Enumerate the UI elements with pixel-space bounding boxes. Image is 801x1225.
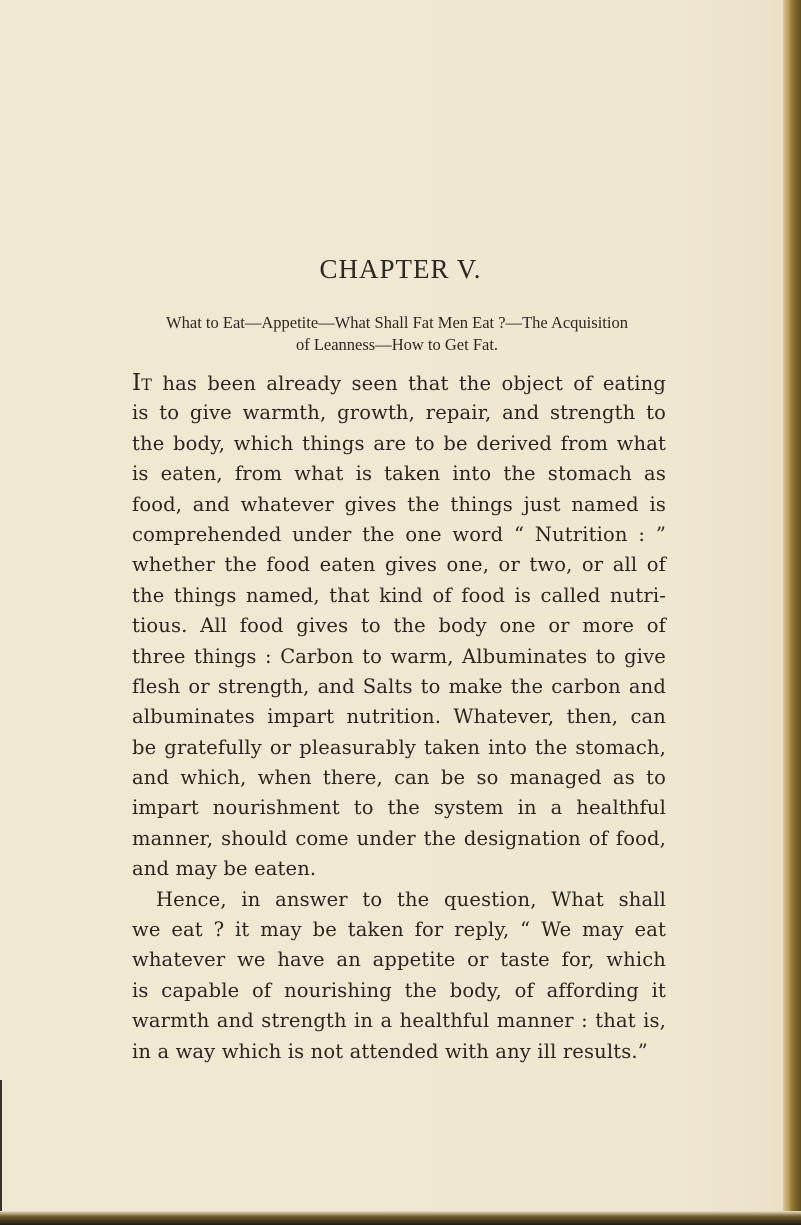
text-line: IT has been already seen that the object of eating xyxy=(132,370,666,396)
text-line: whether the food eaten gives one, or two, or all of xyxy=(132,553,666,577)
chapter-synopsis xyxy=(132,312,662,356)
text-line: whatever we have an appetite or taste for, which xyxy=(132,948,666,972)
text-line: flesh or strength, and Salts to make the carbon and xyxy=(132,674,666,698)
text-line: the things named, that kind of food is called nutri- xyxy=(132,583,666,607)
text-line: food, and whatever gives the things just named is xyxy=(132,492,666,516)
text-line: be gratefully or pleasurably taken into the stomach, xyxy=(132,735,666,759)
text-line: the body, which things are to be derived from what xyxy=(132,431,666,455)
text-line: is capable of nourishing the body, of affording it xyxy=(132,978,666,1002)
page-left-edge xyxy=(0,1080,2,1225)
text-line: impart nourishment to the system in a healthful xyxy=(132,796,666,820)
text-line: and may be eaten. xyxy=(132,857,317,881)
text-line: three things : Carbon to warm, Albuminates to give xyxy=(132,644,666,668)
text-line: we eat ? it may be taken for reply, “ We may eat xyxy=(132,918,666,942)
page-bottom-edge xyxy=(0,1211,801,1225)
text-line: warmth and strength in a healthful manner : that is, xyxy=(132,1009,666,1033)
text-line: is eaten, from what is taken into the stomach as xyxy=(132,462,666,486)
text-line: manner, should come under the designation of food, xyxy=(132,826,666,850)
page-binding-line xyxy=(786,0,789,1225)
text-line: Hence, in answer to the question, What shall xyxy=(156,887,666,911)
chapter-heading: CHAPTER V. xyxy=(319,254,482,284)
text-line: albuminates impart nutrition. Whatever, then, can xyxy=(132,705,666,729)
text-line: tious. All food gives to the body one or more of xyxy=(132,614,666,638)
text-line: comprehended under the one word “ Nutrition : ” xyxy=(132,522,666,546)
synopsis-line: of Leanness—How to Get Fat. xyxy=(295,335,499,354)
text-line: is to give warmth, growth, repair, and strength to xyxy=(132,401,666,425)
text-line: and which, when there, can be so managed as to xyxy=(132,766,666,790)
synopsis-line: What to Eat—Appetite—What Shall Fat Men Eat ?—The Acquisition xyxy=(166,313,628,332)
text-line: in a way which is not attended with any ill results.” xyxy=(132,1039,648,1063)
body-text xyxy=(132,368,666,1067)
